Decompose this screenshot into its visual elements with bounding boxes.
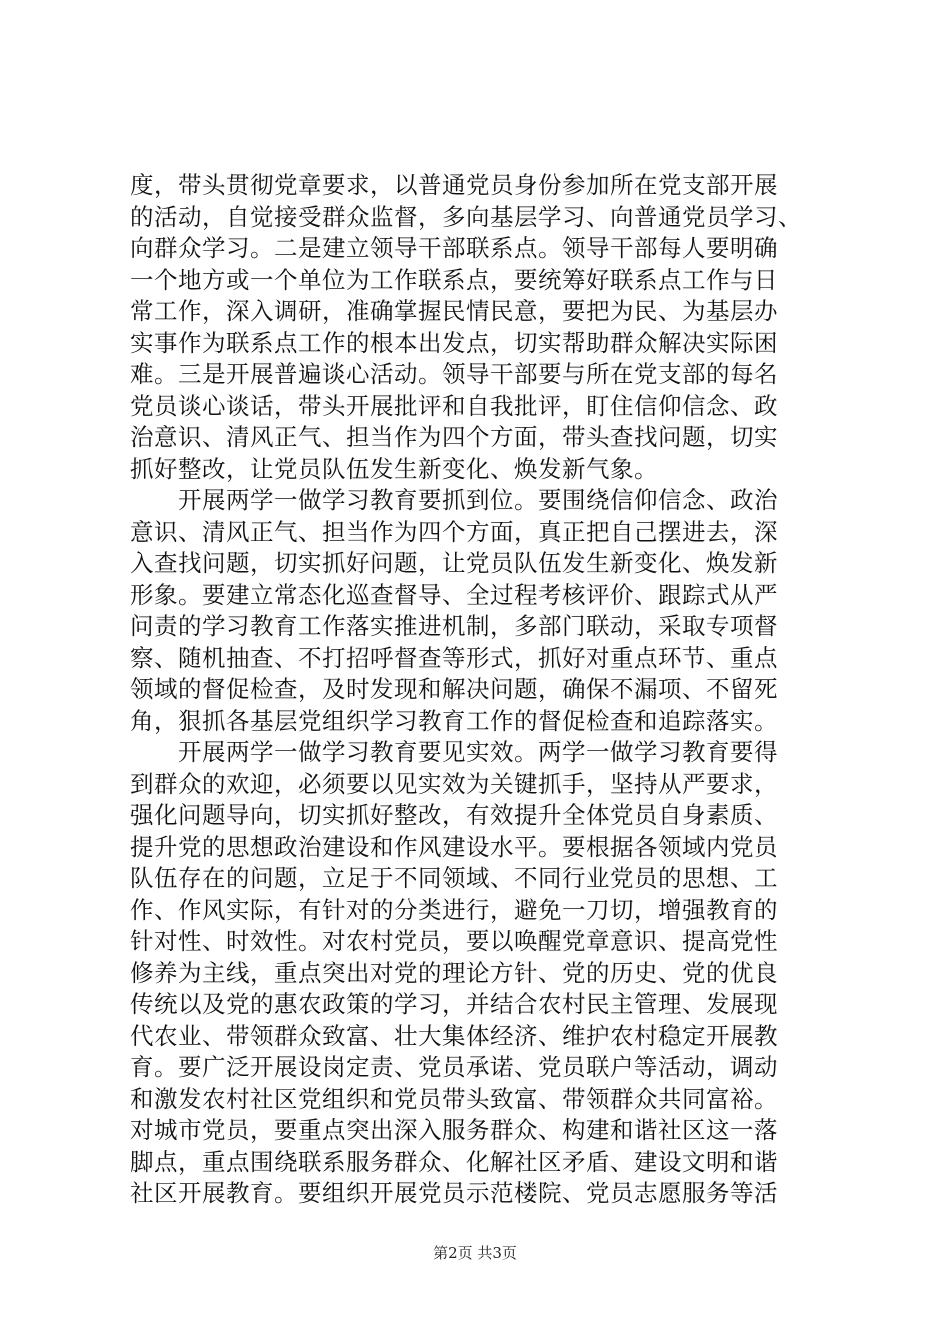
text-line: 脚点，重点围绕联系服务群众、化解社区矛盾、建设文明和谐 bbox=[130, 1147, 778, 1176]
text-line: 角，狠抓各基层党组织学习教育工作的督促检查和追踪落实。 bbox=[130, 706, 778, 735]
text-line: 常工作，深入调研，准确掌握民情民意，要把为民、为基层办 bbox=[130, 297, 778, 325]
text-line: 社区开展教育。要组织开展党员示范楼院、党员志愿服务等活 bbox=[130, 1179, 778, 1207]
text-line: 队伍存在的问题，立足于不同领域、不同行业党员的思想、工 bbox=[130, 864, 778, 892]
text-line: 修养为主线，重点突出对党的理论方针、党的历史、党的优良 bbox=[130, 958, 778, 987]
text-line: 一个地方或一个单位为工作联系点，要统筹好联系点工作与日 bbox=[130, 265, 778, 294]
text-line: 作、作风实际，有针对的分类进行，避免一刀切，增强教育的 bbox=[130, 895, 778, 924]
text-line: 问责的学习教育工作落实推进机制，多部门联动，采取专项督 bbox=[130, 612, 778, 640]
paragraph-start-line: 开展两学一做学习教育要抓到位。要围绕信仰信念、政治 bbox=[130, 486, 778, 514]
paragraph-start-line: 开展两学一做学习教育要见实效。两学一做学习教育要得 bbox=[130, 738, 778, 766]
text-line: 实事作为联系点工作的根本出发点，切实帮助群众解决实际困 bbox=[130, 328, 778, 357]
text-line: 代农业、带领群众致富、壮大集体经济、维护农村稳定开展教 bbox=[130, 1021, 778, 1050]
document-body bbox=[130, 170, 830, 1210]
text-line: 党员谈心谈话，带头开展批评和自我批评，盯住信仰信念、政 bbox=[130, 391, 778, 420]
text-line: 向群众学习。二是建立领导干部联系点。领导干部每人要明确 bbox=[130, 234, 778, 262]
text-line: 强化问题导向，切实抓好整改，有效提升全体党员自身素质、 bbox=[130, 801, 778, 829]
text-line: 察、随机抽查、不打招呼督查等形式，抓好对重点环节、重点 bbox=[130, 643, 778, 672]
text-line: 形象。要建立常态化巡查督导、全过程考核评价、跟踪式从严 bbox=[130, 580, 778, 609]
text-line: 度，带头贯彻党章要求，以普通党员身份参加所在党支部开展 bbox=[130, 171, 778, 199]
text-line: 针对性、时效性。对农村党员，要以唤醒党章意识、提高党性 bbox=[130, 927, 778, 955]
text-line: 入查找问题，切实抓好问题，让党员队伍发生新变化、焕发新 bbox=[130, 549, 778, 577]
text-line: 抓好整改，让党员队伍发生新变化、焕发新气象。 bbox=[130, 454, 658, 483]
text-line: 意识、清风正气、担当作为四个方面，真正把自己摆进去，深 bbox=[130, 517, 778, 546]
text-line: 到群众的欢迎，必须要以见实效为关键抓手，坚持从严要求， bbox=[130, 769, 778, 798]
text-line: 对城市党员，要重点突出深入服务群众、构建和谐社区这一落 bbox=[130, 1116, 778, 1144]
text-line: 治意识、清风正气、担当作为四个方面，带头查找问题，切实 bbox=[130, 423, 778, 451]
text-line: 和激发农村社区党组织和党员带头致富、带领群众共同富裕。 bbox=[130, 1084, 778, 1113]
text-line: 领域的督促检查，及时发现和解决问题，确保不漏项、不留死 bbox=[130, 675, 778, 703]
text-line: 难。三是开展普遍谈心活动。领导干部要与所在党支部的每名 bbox=[130, 360, 778, 388]
text-line: 传统以及党的惠农政策的学习，并结合农村民主管理、发展现 bbox=[130, 990, 778, 1018]
text-line: 育。要广泛开展设岗定责、党员承诺、党员联户等活动，调动 bbox=[130, 1053, 778, 1081]
text-line: 提升党的思想政治建设和作风建设水平。要根据各领域内党员 bbox=[130, 832, 778, 861]
text-line: 的活动，自觉接受群众监督，多向基层学习、向普通党员学习、 bbox=[130, 202, 802, 231]
page-number-footer: 第2页 共3页 bbox=[433, 1244, 517, 1262]
